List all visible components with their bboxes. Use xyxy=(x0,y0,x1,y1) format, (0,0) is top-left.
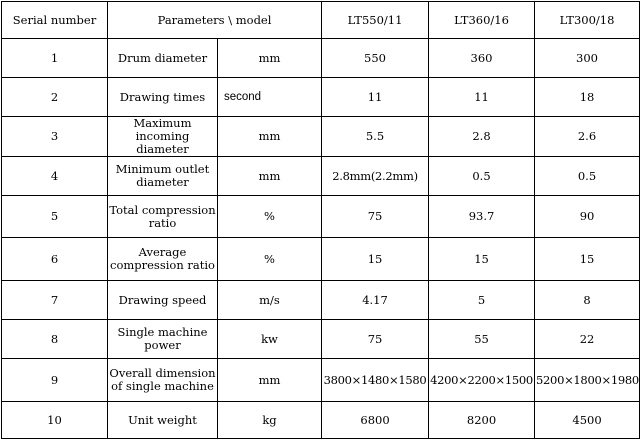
header-model-lt550: LT550/11 xyxy=(322,2,429,39)
value-cell-lt300: 300 xyxy=(535,39,640,78)
table-row xyxy=(2,117,640,157)
value-cell-lt300: 8 xyxy=(535,281,640,320)
unit-cell: mm xyxy=(218,39,322,78)
value-cell-lt550: 6800 xyxy=(322,402,429,439)
header-row xyxy=(2,2,640,39)
parameter-name-cell: Maximum incoming diameter xyxy=(108,117,218,157)
value-cell-lt550: 11 xyxy=(322,78,429,117)
unit-cell: m/s xyxy=(218,281,322,320)
parameter-name-cell: Total compression ratio xyxy=(108,196,218,238)
value-cell-lt300: 18 xyxy=(535,78,640,117)
value-cell-lt360: 2.8 xyxy=(429,117,535,157)
header-serial-number: Serial number xyxy=(2,2,108,39)
value-cell-lt550: 3800×1480×1580 xyxy=(322,359,429,402)
value-cell-lt360: 0.5 xyxy=(429,157,535,196)
value-cell-lt300: 5200×1800×1980 xyxy=(535,359,640,402)
value-cell-lt360: 360 xyxy=(429,39,535,78)
value-cell-lt300: 0.5 xyxy=(535,157,640,196)
serial-number-cell: 4 xyxy=(2,157,108,196)
unit-cell: mm xyxy=(218,117,322,157)
value-cell-lt360: 11 xyxy=(429,78,535,117)
header-parameters-model: Parameters \ model xyxy=(108,2,322,39)
table-row xyxy=(2,281,640,320)
header-model-lt360: LT360/16 xyxy=(429,2,535,39)
serial-number-cell: 1 xyxy=(2,39,108,78)
table-row xyxy=(2,359,640,402)
value-cell-lt360: 8200 xyxy=(429,402,535,439)
table-row xyxy=(2,320,640,359)
value-cell-lt360: 5 xyxy=(429,281,535,320)
value-cell-lt300: 15 xyxy=(535,238,640,281)
parameter-name-cell: Drawing speed xyxy=(108,281,218,320)
serial-number-cell: 10 xyxy=(2,402,108,439)
table-row xyxy=(2,196,640,238)
value-cell-lt550: 4.17 xyxy=(322,281,429,320)
serial-number-cell: 5 xyxy=(2,196,108,238)
table-row xyxy=(2,238,640,281)
value-cell-lt300: 90 xyxy=(535,196,640,238)
unit-cell: % xyxy=(218,238,322,281)
value-cell-lt360: 55 xyxy=(429,320,535,359)
value-cell-lt360: 15 xyxy=(429,238,535,281)
header-model-lt300: LT300/18 xyxy=(535,2,640,39)
value-cell-lt550: 5.5 xyxy=(322,117,429,157)
serial-number-cell: 3 xyxy=(2,117,108,157)
serial-number-cell: 6 xyxy=(2,238,108,281)
serial-number-cell: 7 xyxy=(2,281,108,320)
parameter-name-cell: Minimum outlet diameter xyxy=(108,157,218,196)
unit-cell: second xyxy=(218,78,322,117)
serial-number-cell: 8 xyxy=(2,320,108,359)
parameter-name-cell: Overall dimension of single machine xyxy=(108,359,218,402)
table-row xyxy=(2,39,640,78)
unit-cell: mm xyxy=(218,359,322,402)
value-cell-lt360: 4200×2200×1500 xyxy=(429,359,535,402)
value-cell-lt300: 2.6 xyxy=(535,117,640,157)
value-cell-lt550: 75 xyxy=(322,196,429,238)
parameter-name-cell: Average compression ratio xyxy=(108,238,218,281)
parameter-name-cell: Single machine power xyxy=(108,320,218,359)
serial-number-cell: 2 xyxy=(2,78,108,117)
table-row xyxy=(2,78,640,117)
unit-cell: kg xyxy=(218,402,322,439)
unit-cell: % xyxy=(218,196,322,238)
unit-cell: kw xyxy=(218,320,322,359)
serial-number-cell: 9 xyxy=(2,359,108,402)
value-cell-lt550: 15 xyxy=(322,238,429,281)
value-cell-lt550: 75 xyxy=(322,320,429,359)
table-row xyxy=(2,402,640,439)
parameter-name-cell: Drum diameter xyxy=(108,39,218,78)
value-cell-lt300: 22 xyxy=(535,320,640,359)
value-cell-lt360: 93.7 xyxy=(429,196,535,238)
unit-cell: mm xyxy=(218,157,322,196)
value-cell-lt550: 550 xyxy=(322,39,429,78)
value-cell-lt550: 2.8mm(2.2mm) xyxy=(322,157,429,196)
value-cell-lt300: 4500 xyxy=(535,402,640,439)
parameter-name-cell: Unit weight xyxy=(108,402,218,439)
parameter-name-cell: Drawing times xyxy=(108,78,218,117)
parameters-table xyxy=(1,1,640,439)
table-row xyxy=(2,157,640,196)
